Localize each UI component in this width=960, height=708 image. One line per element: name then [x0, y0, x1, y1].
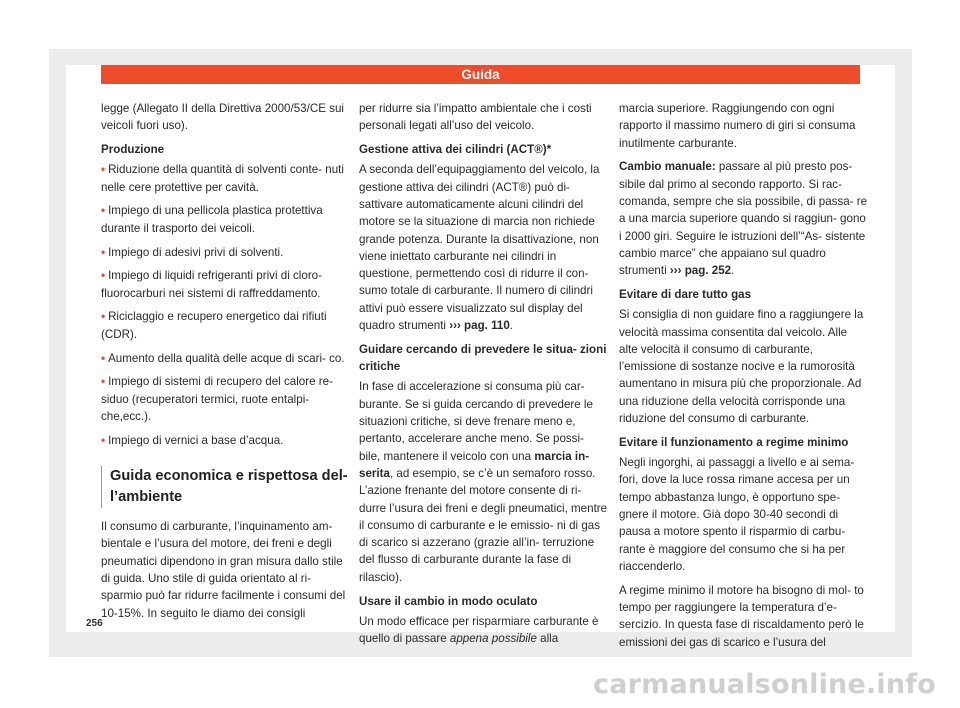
list-item: • Impiego di adesivi privi di solventi. [101, 245, 284, 259]
chapter-header: Guida [101, 65, 860, 84]
paragraph-manual: Cambio manuale: passare al più presto pos- sibile dal primo al secondo rapporto. Si rac- comanda, sempre che sia possibile, di passa- re a una marcia superiore quando si raggiun- gono i 2000 giri. Seguire le istruzioni dell’“As- sistente cambio marce” che appaiano sul quadro strumenti ››› pag. 252. [619, 160, 868, 278]
intro-text: legge (Allegato II della Direttiva 2000/53/CE sui veicoli fuori uso). [101, 102, 344, 133]
bullet-icon: • [101, 245, 106, 259]
paragraph-gear: Un modo efficace per risparmiare carburante è quello di passare appena possibile alla [359, 614, 599, 646]
paragraph-idle: Negli ingorghi, ai passaggi a livello e ai sema- fori, dove la luce rossa rimane accesa per un tempo abbastanza lungo, è opportuno spe- gnere il motore. Già dopo 30-40 secondi di pausa a motore spento il risparmio di carbu- rante è maggiore del consumo che si ha per riaccenderlo. [619, 456, 855, 573]
list-item: • Impiego di sistemi di recupero del calore re- siduo (recuperatori termici, ruote entalpi- che,ecc.). [101, 375, 333, 423]
column-right [619, 100, 868, 657]
column-left [101, 100, 350, 628]
heading-idle: Evitare il funzionamento a regime minimo [619, 435, 849, 449]
bullet-icon: • [101, 310, 106, 324]
bullet-icon: • [101, 163, 106, 177]
bullet-icon: • [101, 375, 106, 389]
page-reference-link[interactable]: ››› pag. 252 [669, 264, 732, 278]
list-item: • Riciclaggio e recupero energetico dai rifiuti (CDR). [101, 310, 327, 341]
heading-production: Produzione [101, 143, 165, 157]
bullet-icon: • [101, 204, 106, 218]
column-middle [359, 100, 608, 654]
heading-critical: Guidare cercando di prevedere le situa- zioni critiche [359, 342, 607, 374]
heading-full-throttle: Evitare di dare tutto gas [619, 287, 752, 301]
page-reference-link[interactable]: ››› pag. 110 [449, 319, 510, 333]
list-item: • Impiego di vernici a base d’acqua. [101, 433, 284, 447]
paragraph-idle-2: A regime minimo il motore ha bisogno di mol- to tempo per raggiungere la temperatura d’e- sercizio. In questa fase di riscaldamento però le emissioni dei gas di scarico e l’usura del [619, 583, 864, 649]
heading-gear: Usare il cambio in modo oculato [359, 594, 538, 608]
bullet-icon: • [101, 269, 106, 283]
list-item: • Impiego di liquidi refrigeranti privi di cloro- fluorocarburi nei sistemi di raffreddamento. [101, 269, 322, 300]
watermark: carmanualsonline.info [593, 669, 936, 700]
paragraph-intro: per ridurre sia l’impatto ambientale che i costi personali legati all’uso del veicolo. [359, 102, 592, 133]
page-number: 256 [86, 618, 103, 629]
section-title: Guida economica e rispettosa del- l’ambiente [101, 466, 350, 508]
paragraph-act: A seconda dell’equipaggiamento del veicolo, la gestione attiva dei cilindri (ACT®) può di- sattivare automaticamente alcuni cilindri del motore se la situazione di marcia non richiede grande potenza. Durante la disattivazione, non viene iniettato carburante nei cilindri in questione, permettendo così di ridurre il con- sumo totale di carburante. Il numero di cilindri attivi può essere visualizzato sul display del quadro strumenti ››› pag. 110. [359, 163, 600, 333]
bullet-icon: • [101, 351, 106, 365]
list-item: • Aumento della qualità delle acque di scari- co. [101, 351, 345, 365]
paragraph-critical: In fase di accelerazione si consuma più car- burante. Se si guida cercando di prevedere le situazioni critiche, si deve frenare meno e, pertanto, accelerare anche meno. Se possi- bile, mantenere il veicolo con una marcia in- serita, ad esempio, se c’è un semaforo rosso. L’azione frenante del motore consente di ri- durre l’usura dei freni e degli pneumatici, mentre il consumo di carburante e le emissio- ni di gas di scarico si azzerano (grazie all’in- terruzione del flusso di carburante durante la fase di rilascio). [359, 380, 608, 584]
paragraph-full-throttle: Si consiglia di non guidare fino a raggiungere la velocità massima consentita dal veicolo. Alle alte velocità il consumo di carburante, l’emissione di sostanze nocive e la rumorosità aumentano in misura più che proporzionale. Ad una riduzione della velocità corrisponde una riduzione del consumo di carburante. [619, 308, 864, 426]
heading-act: Gestione attiva dei cilindri (ACT®)* [359, 143, 552, 157]
section-paragraph: Il consumo di carburante, l’inquinamento am- bientale e l’usura del motore, dei freni e degli pneumatici dipendono in gran misura dallo stile di guida. Uno stile di guida orientato al ri- sparmio può far ridurre facilmente i consumi del 10-15%. In seguito le diamo dei consigli [101, 520, 346, 620]
bullet-icon: • [101, 433, 106, 447]
paragraph-gear-cont: marcia superiore. Raggiungendo con ogni rapporto il massimo numero di giri si consuma inutilmente carburante. [619, 102, 856, 150]
list-item: • Riduzione della quantità di solventi conte- nuti nelle cere protettive per cavità. [101, 163, 344, 194]
list-item: • Impiego di una pellicola plastica protettiva durante il trasporto dei veicoli. [101, 204, 323, 235]
